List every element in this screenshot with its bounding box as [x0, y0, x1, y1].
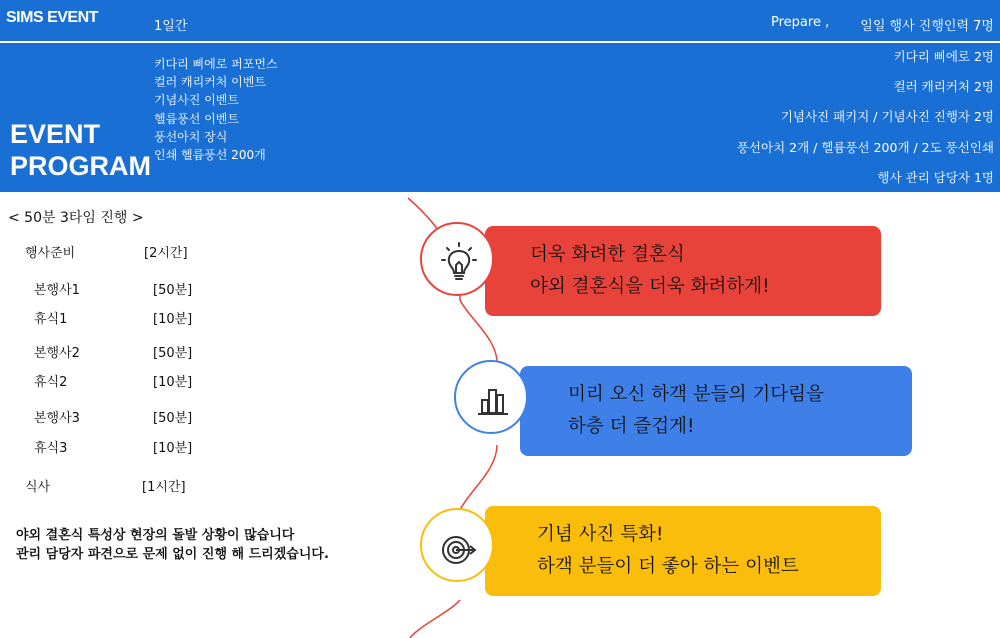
feature-card-1 — [485, 226, 881, 316]
feature-text — [530, 239, 770, 303]
schedule-label: 본행사1 — [34, 283, 80, 298]
feature-text — [568, 379, 824, 443]
program-item: 기념사진 이벤트 — [154, 93, 239, 108]
resource-item: 행사 관리 담당자 1명 — [877, 169, 994, 185]
target-icon — [420, 508, 494, 582]
resource-item: 기념사진 패키지 / 기념사진 진행자 2명 — [780, 109, 994, 125]
title-line-2: PROGRAM — [10, 151, 151, 181]
title-line-1: EVENT — [10, 119, 101, 149]
brand-logo: SIMS EVENT — [6, 9, 98, 26]
schedule-label: 본행사3 — [34, 411, 80, 426]
feature-text — [537, 519, 799, 583]
feature-line-1: 기념 사진 특화! — [537, 524, 664, 545]
feature-line-2: 하객 분들이 더 좋아 하는 이벤트 — [537, 556, 799, 577]
feature-line-2: 하층 더 즐겁게! — [568, 416, 695, 437]
schedule-time: [10분] — [153, 312, 193, 327]
schedule-time: [10분] — [153, 441, 193, 456]
program-item: 풍선아치 장식 — [154, 129, 228, 144]
schedule-label: 본행사2 — [34, 346, 80, 361]
feature-card-3 — [485, 506, 881, 596]
schedule-label: 휴식2 — [34, 375, 68, 390]
prepare-label: Prepare , — [771, 15, 830, 30]
schedule-time: [50분] — [153, 346, 193, 361]
program-item: 컬러 캐리커처 이벤트 — [154, 75, 266, 90]
feature-line-2: 야외 결혼식을 더욱 화려하게! — [530, 276, 770, 297]
staff-count: 일일 행사 진행인력 7명 — [860, 19, 994, 34]
event-duration: 1일간 — [154, 19, 188, 34]
lightbulb-icon — [420, 222, 494, 296]
schedule-time: [2시간] — [144, 246, 188, 261]
schedule-title: < 50분 3타임 진행 > — [8, 210, 144, 226]
feature-card-2 — [520, 366, 912, 456]
notice-line-2: 관리 담당자 파견으로 문제 없이 진행 해 드리겠습니다. — [16, 547, 329, 562]
schedule-label: 휴식1 — [34, 312, 68, 327]
schedule-time: [50분] — [153, 411, 193, 426]
bar-chart-icon — [454, 360, 528, 434]
schedule-time: [50분] — [153, 283, 193, 298]
feature-line-1: 미리 오신 하객 분들의 기다림을 — [568, 384, 824, 405]
program-item: 헬륨풍선 이벤트 — [154, 111, 239, 126]
schedule-time: [1시간] — [142, 480, 186, 495]
schedule-time: [10분] — [153, 375, 193, 390]
program-item: 키다리 삐에로 퍼포먼스 — [154, 57, 278, 71]
resource-item: 풍선아치 2개 / 헬륨풍선 200개 / 2도 풍선인쇄 — [736, 139, 994, 155]
program-item: 인쇄 헬륨풍선 200개 — [154, 148, 266, 163]
feature-line-1: 더욱 화려한 결혼식 — [530, 244, 685, 265]
schedule-label: 행사준비 — [25, 246, 76, 261]
schedule-label: 식사 — [25, 480, 51, 495]
notice-line-1: 야외 결혼식 특성상 현장의 돌발 상황이 많습니다 — [16, 528, 295, 543]
resource-item: 컬러 캐리커처 2명 — [893, 79, 994, 95]
resource-item: 키다리 삐에로 2명 — [893, 49, 994, 64]
schedule-label: 휴식3 — [34, 441, 68, 456]
